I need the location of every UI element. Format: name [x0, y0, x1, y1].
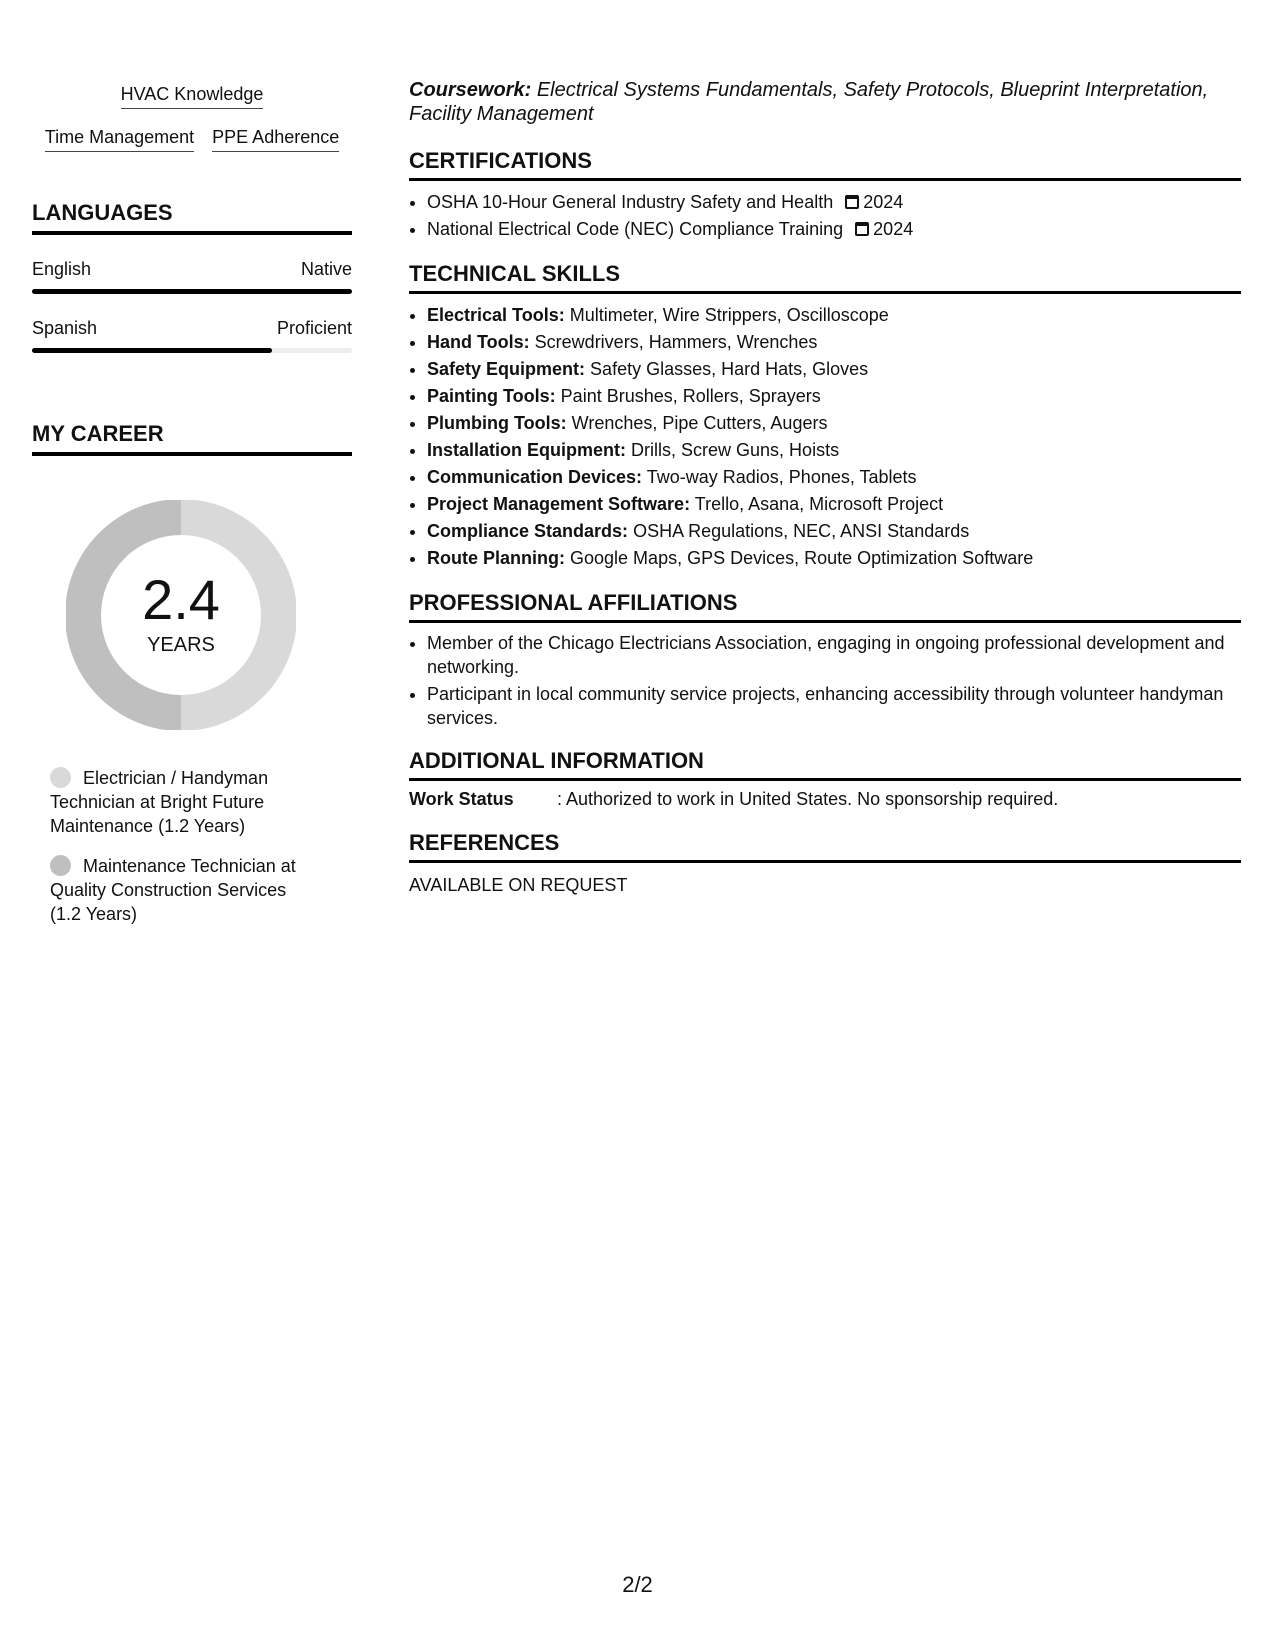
page-number: 2/2 — [622, 1572, 653, 1597]
skill-value: Screwdrivers, Hammers, Wrenches — [534, 332, 818, 352]
career-legend-label: Electrician / Handyman Technician at Bright Future Maintenance (1.2 Years) — [50, 768, 269, 836]
skill-label: Hand Tools: — [427, 332, 530, 352]
skill-value: Drills, Screw Guns, Hoists — [631, 440, 840, 460]
calendar-icon — [855, 222, 869, 236]
skill-value: Two-way Radios, Phones, Tablets — [646, 467, 917, 487]
work-status-label: Work Status — [409, 789, 514, 809]
additional-info-heading: ADDITIONAL INFORMATION — [409, 748, 1241, 781]
language-level: Native — [300, 259, 352, 279]
certification-year: 2024 — [873, 219, 914, 239]
work-status-row — [409, 789, 1241, 810]
skill-item — [427, 437, 1241, 464]
language-name: English — [32, 259, 92, 279]
skill-label: Project Management Software: — [427, 494, 691, 514]
skill-label: Electrical Tools: — [427, 305, 565, 325]
certification-name: National Electrical Code (NEC) Compliance Training — [427, 219, 844, 239]
affiliation-item: • Participant in local community service projects, enhancing accessibility through volunteer handyman services. — [427, 682, 1241, 730]
career-legend-item — [50, 766, 320, 838]
affiliations-heading: PROFESSIONAL AFFILIATIONS — [409, 590, 1241, 623]
skill-label: Installation Equipment: — [427, 440, 627, 460]
languages-heading: LANGUAGES — [32, 200, 352, 235]
skill-item — [427, 383, 1241, 410]
skill-label: Plumbing Tools: — [427, 413, 567, 433]
skills-chips-row-2 — [32, 127, 352, 152]
skill-item — [427, 302, 1241, 329]
skill-value: Google Maps, GPS Devices, Route Optimization Software — [570, 548, 1034, 568]
skill-chip: HVAC Knowledge — [121, 84, 264, 109]
career-total — [66, 568, 296, 657]
career-legend — [50, 766, 320, 926]
career-total-unit: YEARS — [147, 634, 215, 656]
certifications-list — [409, 189, 1241, 243]
skill-label: Route Planning: — [427, 548, 565, 568]
affiliation-item: • Member of the Chicago Electricians Association, engaging in ongoing professional development and networking. — [427, 631, 1241, 679]
language-level-bar — [32, 348, 352, 353]
coursework-text: Electrical Systems Fundamentals, Safety Protocols, Blueprint Interpretation, Facility Management — [409, 79, 1209, 125]
skill-value: OSHA Regulations, NEC, ANSI Standards — [633, 521, 970, 541]
career-legend-label: Maintenance Technician at Quality Construction Services (1.2 Years) — [50, 856, 296, 924]
language-level-fill — [32, 348, 272, 353]
skill-value: Paint Brushes, Rollers, Sprayers — [560, 386, 821, 406]
right-column — [409, 78, 1241, 896]
skill-label: Communication Devices: — [427, 467, 643, 487]
language-item — [32, 318, 352, 353]
legend-dot — [50, 855, 71, 876]
language-level-fill — [32, 289, 352, 294]
skill-label: Compliance Standards: — [427, 521, 629, 541]
calendar-icon — [845, 195, 859, 209]
skill-value: Multimeter, Wire Strippers, Oscilloscope — [569, 305, 889, 325]
work-status-value: : Authorized to work in United States. No sponsorship required. — [557, 789, 1059, 809]
affiliations-list — [409, 631, 1241, 730]
coursework — [409, 78, 1241, 126]
skill-item — [427, 545, 1241, 572]
skill-value: Wrenches, Pipe Cutters, Augers — [571, 413, 828, 433]
skill-item — [427, 491, 1241, 518]
skill-label: Safety Equipment: — [427, 359, 586, 379]
skill-value: Safety Glasses, Hard Hats, Gloves — [590, 359, 869, 379]
certification-year: 2024 — [863, 192, 904, 212]
language-item — [32, 259, 352, 294]
language-level-bar — [32, 289, 352, 294]
technical-skills-list — [409, 302, 1241, 572]
skill-item — [427, 329, 1241, 356]
references-text: AVAILABLE ON REQUEST — [409, 875, 628, 895]
skill-value: Trello, Asana, Microsoft Project — [694, 494, 944, 514]
language-level: Proficient — [276, 318, 352, 338]
left-column — [32, 84, 352, 942]
skills-chips-row-1 — [32, 84, 352, 109]
skill-item — [427, 464, 1241, 491]
language-name: Spanish — [32, 318, 98, 338]
career-legend-item — [50, 854, 320, 926]
skill-chip: Time Management — [45, 127, 194, 152]
certification-item — [427, 189, 1241, 216]
certification-name: OSHA 10-Hour General Industry Safety and Health — [427, 192, 834, 212]
skill-item — [427, 410, 1241, 437]
references-heading: REFERENCES — [409, 830, 1241, 863]
certifications-heading: CERTIFICATIONS — [409, 148, 1241, 181]
skill-item — [427, 356, 1241, 383]
technical-skills-heading: TECHNICAL SKILLS — [409, 261, 1241, 294]
career-donut-chart — [66, 500, 296, 730]
skill-item — [427, 518, 1241, 545]
legend-dot — [50, 767, 71, 788]
career-total-value: 2.4 — [142, 568, 220, 631]
coursework-label: Coursework: — [409, 79, 532, 101]
certification-item — [427, 216, 1241, 243]
career-heading: MY CAREER — [32, 421, 352, 456]
skill-label: Painting Tools: — [427, 386, 556, 406]
skill-chip: PPE Adherence — [212, 127, 339, 152]
